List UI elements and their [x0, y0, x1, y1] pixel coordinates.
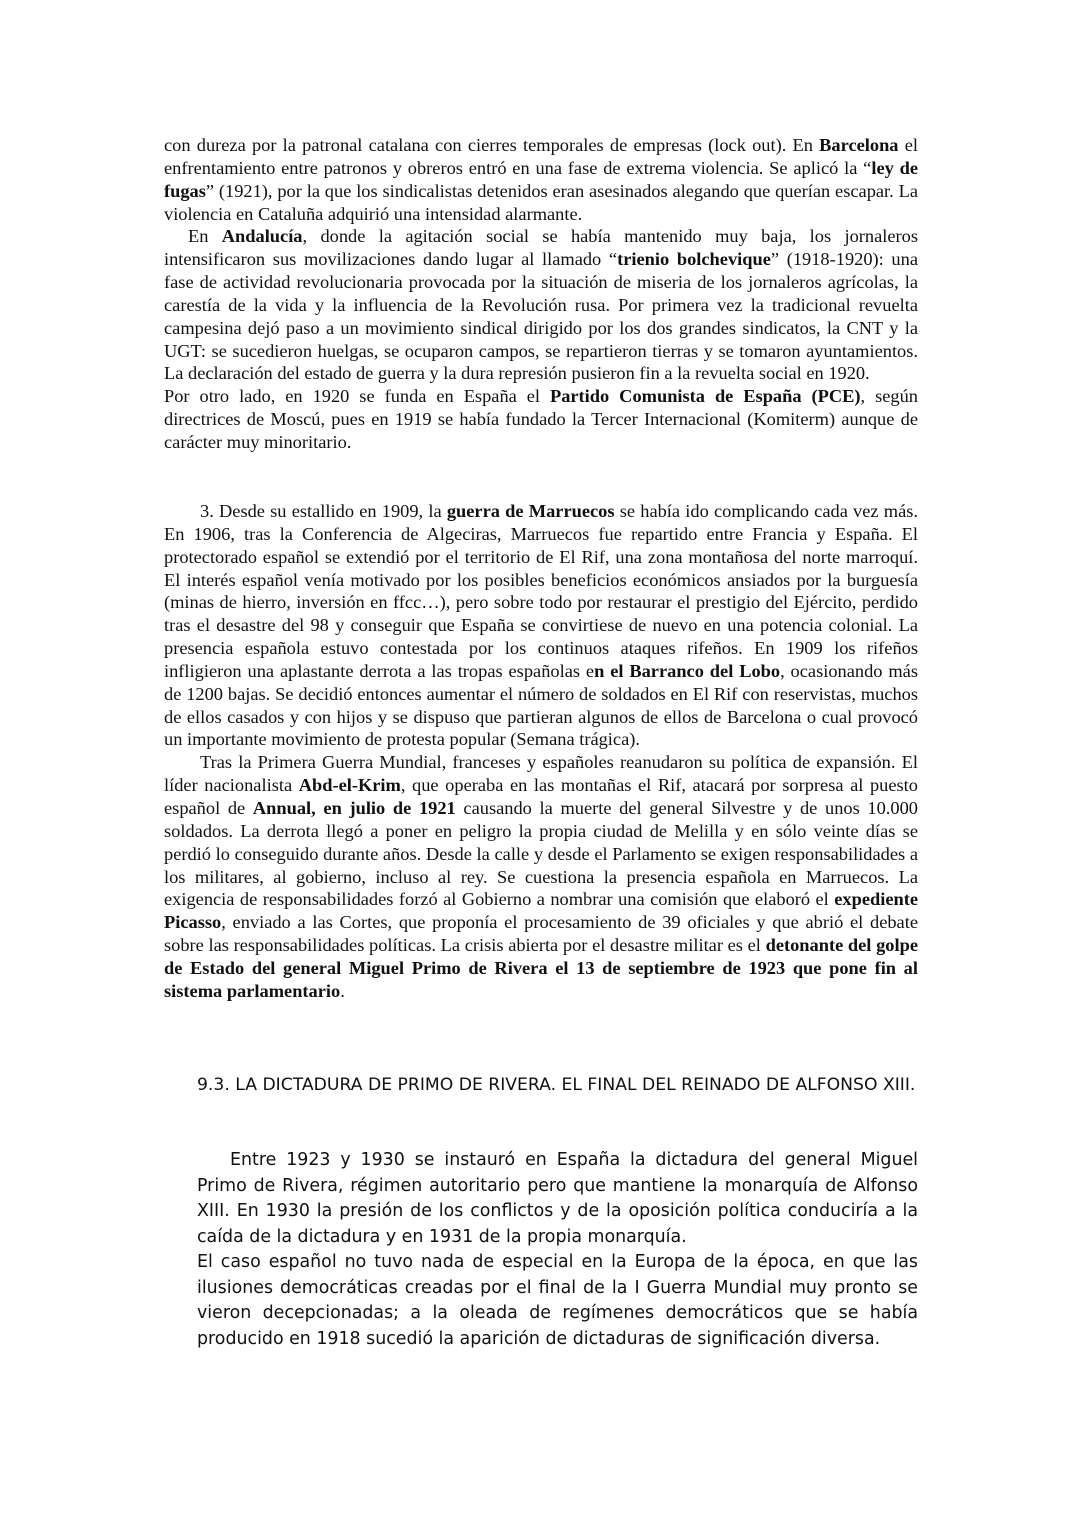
paragraph-pce: Por otro lado, en 1920 se funda en España el Partido Comunista de España (PCE), según directrices de Moscú, pues en 1919 se había fundado la Tercer Internacional (Komiterm) aunque de carácter muy minoritario. [164, 386, 918, 452]
bold-term-barranco-del-lobo: n el Barranco del Lobo [594, 660, 781, 681]
text-block-social-conflicts [164, 134, 918, 454]
text-block-dictadura [197, 1148, 918, 1352]
bold-term-pce: Partido Comunista de España (PCE) [549, 386, 861, 407]
text-block-marruecos [164, 500, 918, 1003]
bold-term-annual: Annual, en julio de 1921 [252, 797, 456, 818]
bold-term-abd-el-krim: Abd-el-Krim [298, 775, 401, 796]
bold-term-ley-de-fugas: ley de fugas [164, 157, 918, 201]
paragraph-guerra-marruecos: 3. Desde su estallido en 1909, la guerra de Marruecos se había ido complicando cada vez más. En 1906, tras la Conferencia de Algeciras, Marruecos fue repartido entre Francia y España. El protectorado español se extendió por el territorio de El Rif, una zona montañosa del norte marroquí. El interés español venía motivado por los posibles beneficios económicos ansiados por la burguesía (minas de hierro, inversión en ffcc…), pero sobre todo por restaurar el prestigio del Ejército, perdido tras el desastre del 98 y conseguir que España se convirtiese de nuevo en una potencia colonial. La presencia española estuvo contestada por los continuos ataques rifeños. En 1909 los rifeños infligieron una aplastante derrota a las tropas españolas en el Barranco del Lobo, ocasionando más de 1200 bajas. Se decidió entonces aumentar el número de soldados en El Rif con reservistas, muchos de ellos casados y con hijos y se dispuso que partieran algunos de ellos de Barcelona o cual provocó un importante movimiento de protesta popular (Semana trágica). [164, 501, 918, 750]
bold-term-barcelona: Barcelona [819, 135, 899, 155]
bold-term-guerra-marruecos: guerra de Marruecos [446, 501, 615, 521]
bold-term-golpe-de-estado: detonante del golpe de Estado del general Miguel Primo de Rivera el 13 de septiembre de 1923 que pone fin al sistema parlamentario [164, 935, 918, 1001]
section-heading: 9.3. LA DICTADURA DE PRIMO DE RIVERA. EL FINAL DEL REINADO DE ALFONSO XIII. [197, 1075, 916, 1095]
bold-term-andalucia: Andalucía [221, 226, 303, 247]
paragraph-andalucia: En Andalucía, donde la agitación social se había mantenido muy baja, los jornaleros intensificaron sus movilizaciones dando lugar al llamado “trienio bolchevique” (1918-1920): una fase de actividad revolucionaria provocada por la situación de miseria de los jornaleros agrícolas, la carestía de la vida y la influencia de la Revolución rusa. Por primera vez la tradicional revuelta campesina dejó paso a un movimiento sindical dirigido por los dos grandes sindicatos, la CNT y la UGT: se sucedieron huelgas, se ocuparon campos, se repartieron tierras y se tomaron ayuntamientos. La declaración del estado de guerra y la dura represión pusieron fin a la revuelta social en 1920. [164, 226, 918, 384]
paragraph-barcelona: con dureza por la patronal catalana con cierres temporales de empresas (lock out). En Barcelona el enfrentamiento entre patronos y obreros entró en una fase de extrema violencia. Se aplicó la “ley de fugas” (1921), por la que los sindicalistas detenidos eran asesinados alegando que querían escapar. La violencia en Cataluña adquirió una intensidad alarmante. [164, 135, 918, 224]
paragraph-annual: Tras la Primera Guerra Mundial, franceses y españoles reanudaron su política de expansión. El líder nacionalista Abd-el-Krim, que operaba en las montañas el Rif, atacará por sorpresa al puesto español de Annual, en julio de 1921 causando la muerte del general Silvestre y de unos 10.000 soldados. La derrota llegó a poner en peligro la propia ciudad de Melilla y en sólo veinte días se perdió lo conseguido durante años. Desde la calle y desde el Parlamento se exigen responsabilidades a los militares, al gobierno, incluso al rey. Se cuestiona la presencia española en Marruecos. La exigencia de responsabilidades forzó al Gobierno a nombrar una comisión que elaboró el expediente Picasso, enviado a las Cortes, que proponía el procesamiento de 39 oficiales y que abrió el debate sobre las responsabilidades políticas. La crisis abierta por el desastre militar es el detonante del golpe de Estado del general Miguel Primo de Rivera el 13 de septiembre de 1923 que pone fin al sistema parlamentario. [164, 752, 918, 1001]
bold-term-expediente-picasso: expediente Picasso [164, 889, 918, 933]
paragraph-dictadura-intro: Entre 1923 y 1930 se instauró en España la dictadura del general Miguel Primo de Rivera, régimen autoritario pero que mantiene la monarquía de Alfonso XIII. En 1930 la presión de los conflictos y de la oposición política conduciría a la caída de la dictadura y en 1931 de la propia monarquía. [197, 1150, 918, 1247]
paragraph-europa: El caso español no tuvo nada de especial en la Europa de la época, en que las ilusiones democráticas creadas por el final de la I Guerra Mundial muy pronto se vieron decepcionadas; a la oleada de regímenes democráticos que se había producido en 1918 sucedió la aparición de dictaduras de significación diversa. [197, 1252, 918, 1349]
bold-term-trienio-bolchevique: trienio bolchevique [617, 249, 771, 270]
